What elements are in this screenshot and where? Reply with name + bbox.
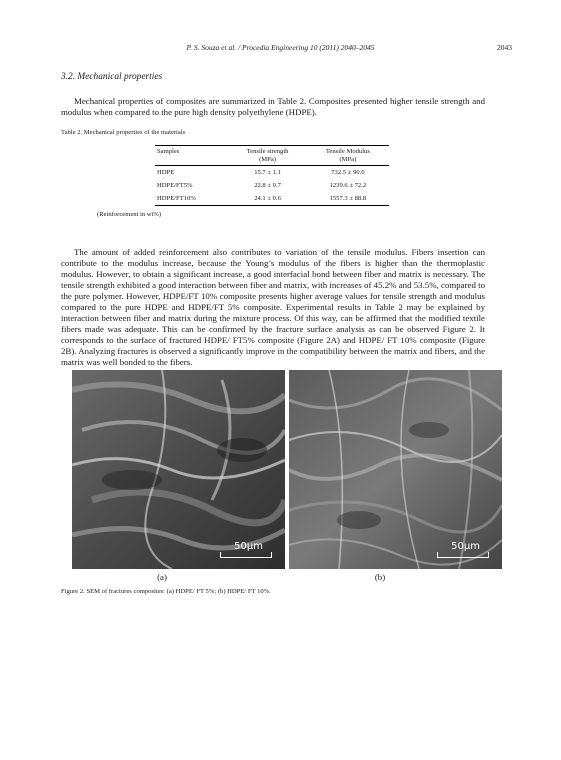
- paragraph-discussion: The amount of added reinforcement also contributes to variation of the tensile modulus. Fibers insertion can contribute to the modulus increase, because the Young’s modulus of the fibers is higher than the thermoplastic modulus. However, to obtain a significant increase, a good interfacial bond between fiber and matrix is necessary. The tensile strength exhibited a good interaction between fiber and matrix, with increases of 45.2% and 53.5%, compared to the pure polymer. However, HDPE/FT 10% composite presents higher average values for tensile strength and modulus compared to the pure HDPE and HDPE/FT 5% composite. Experimental results in Table 2 may be explained by interaction between fiber and matrix during the mixture process. Of this way, can be affirmed that the modified textile fibers made was adequate. This can be confirmed by the fracture surface analysis as can be observed Figure 2. It corresponds to the surface of fractured HDPE/ FT5% composite (Figure 2A) and HDPE/ FT 10% composite (Figure 2B). Analyzing fractures is observed a significantly improve in the compatibility between the matrix and fibers, and the matrix was well bonded to the fibers.: [61, 247, 485, 367]
- sem-image-b: [289, 370, 502, 569]
- cell-sample: HDPE: [157, 169, 175, 176]
- header-tensile-modulus: [307, 146, 389, 166]
- cell-sample: HDPE/FT5%: [157, 182, 193, 189]
- cell-strength: 15.7 ± 1.1: [254, 169, 281, 176]
- table-row: [155, 192, 389, 206]
- cell-modulus: 732.5 ± 90.6: [331, 169, 365, 176]
- page-number: 2043: [497, 43, 512, 52]
- cell-strength: 22.8 ± 0.7: [254, 182, 281, 189]
- cell-modulus: 1557.3 ± 88.8: [307, 192, 389, 206]
- cell-strength: 24.1 ± 0.6: [228, 192, 306, 206]
- scale-bar-a: [220, 552, 272, 558]
- panel-label-a: (a): [157, 572, 167, 582]
- header-modulus-label: Tensile Modulus: [325, 148, 370, 155]
- table-row: [155, 179, 389, 192]
- paragraph-intro: Mechanical properties of composites are summarized in Table 2. Composites presented higher tensile strength and modulus when compared to the pure high density polyethylene (HDPE).: [61, 96, 485, 117]
- header-strength-unit: (MPa): [259, 156, 276, 163]
- scale-label-a: 50μm: [234, 541, 263, 552]
- cell-sample: HDPE/FT10%: [155, 192, 228, 206]
- sem-texture-a: [72, 370, 285, 569]
- table-caption: Table 2. Mechanical properties of the materials: [61, 129, 186, 136]
- sem-texture-b: [289, 370, 502, 569]
- header-modulus-unit: (MPa): [339, 156, 357, 163]
- running-head: P. S. Souza et al. / Procedia Engineering 10 (2011) 2040–2045: [186, 43, 375, 52]
- figure-caption: Figure 2. SEM of fractures composites: (a) HDPE/ FT 5%; (b) HDPE/ FT 10%.: [61, 588, 271, 595]
- table-row: [155, 166, 389, 180]
- mechanical-properties-table: [155, 145, 389, 206]
- header-tensile-strength: [228, 146, 306, 166]
- scale-bar-b: [437, 552, 489, 558]
- table-header-row: [155, 146, 389, 166]
- header-samples: Samples: [155, 146, 228, 166]
- header-strength-label: Tensile strength: [246, 148, 289, 155]
- panel-label-b: (b): [374, 572, 386, 582]
- sem-image-a: [72, 370, 285, 569]
- table-note: (Reinforcement in wt%): [97, 211, 162, 218]
- section-heading: 3.2. Mechanical properties: [61, 72, 163, 82]
- scale-label-b: 50μm: [451, 541, 480, 552]
- cell-modulus: 1239.6 ± 72.2: [329, 182, 367, 189]
